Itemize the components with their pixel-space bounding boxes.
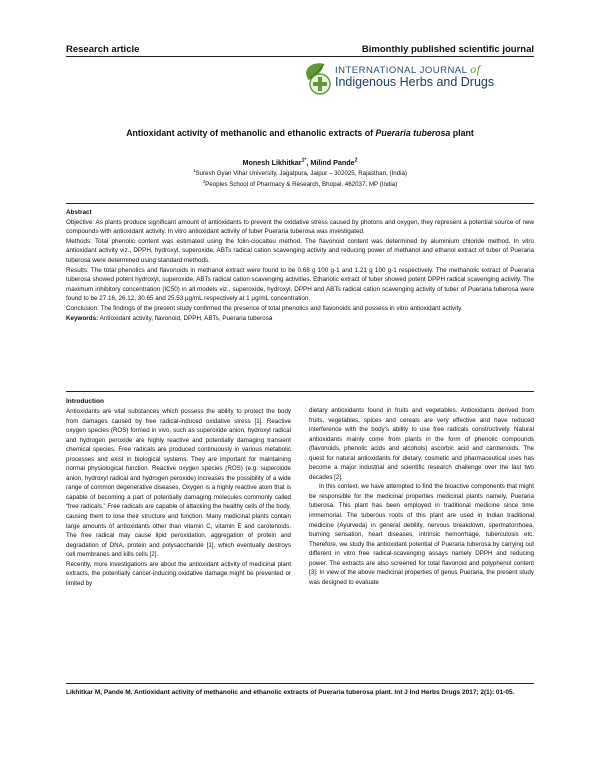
abstract-results: Results: The total phenolics and flavonoids in methanol extract were found to be 0.68 g 100 g-1 and 1.21 g 100 g-1 respectively. The methanolic extract of Pueraria tuberosa showed potent hydroxyl, superoxide, ABTs radical cation scavenging activities. Ethanolic extract of tuber showed potent DPPH radical scavenging activity. The maximum inhibitory concentration (IC50) in all models viz., superoxide, hydroxyl, DPPH and ABTs radical cation scavenging activity of tuber of Pueraria tuberosa were found to be 27.16, 26.12, 30.65 and 25.53 µg/mL respectively at 1 µg/mL concentration.	[66, 266, 534, 303]
abstract-conclusion: Conclusion: The findings of the present study confirmed the presence of total phenolics and flavonoids and possess in vitro antioxidant activity.	[66, 304, 463, 312]
abstract-objective: Objective: As plants produce significant amount of antioxidants to prevent the oxidative stress caused by photons and oxygen, they represent a potential source of new compounds with antioxidant activity. In vitro antioxidant activity of tuber Pueraria tuberosa was investigated.	[66, 218, 534, 236]
leaf-cross-icon	[302, 60, 334, 98]
affiliation-2: $^2$Peoples School of Pharmacy & Research, Bhopal, 462037, MP (India)	[202, 178, 398, 188]
intro-paragraph-3: dietary antioxidants found in fruits and vegetables. Antioxidants derived from fruits, vegetables, spices and cereals are very effective and have reduced interference with the body's ability to use free radicals constructively. Natural antioxidants mainly come from plants in the form of phenolic compounds (flavonoids, phenolic acids and alcohols) ascorbic acid and carotenoids. The quest for natural antioxidants for dietary, cosmetic and pharmaceutical uses has become a major industrial and scientific research challenge over the last two decades [2].	[309, 407, 534, 481]
body-right-column	[309, 406, 534, 587]
logo-line-1: INTERNATIONAL JOURNAL of	[335, 62, 481, 76]
abstract-bottom-rule	[66, 391, 534, 392]
footer-rule	[66, 683, 534, 684]
journal-frequency: Bimonthly published scientific journal	[361, 44, 534, 55]
abstract	[66, 208, 534, 323]
affiliation-1: $^1$Suresh Gyan Vihar University, Jagatpura, Jaipur – 302025, Rajasthan, (India)	[192, 167, 408, 177]
authors: Monesh Likhitkar$^{1*}$, Milind Pande$^2$	[242, 157, 358, 167]
journal-logo[interactable]	[302, 60, 534, 100]
introduction-heading: Introduction	[66, 398, 104, 405]
abstract-heading: Abstract	[66, 209, 92, 216]
intro-paragraph-2: Recently, more investigations are about the antioxidant activity of medicinal plant extracts, the potentially cancer-inducing oxidative damage might be prevented or limited by	[66, 560, 291, 587]
intro-paragraph-4: In this context, we have attempted to find the bioactive components that might be responsible for the medicinal properties medicinal plants namely, Pueraria tuberosa. This plant has been employed in traditional medicine since time immemorial. The tuberous roots of this plant are used in Indian traditional medicine (Ayurveda) in general debility, nervous breakdown, spermatorrhoea, burning sensation, heart diseases, intrinsic hemorrhage, tuberculosis etc. Therefore, we study the antioxidant potential of Pueraria tuberosa by carrying out different in vitro free radical-scavenging assays namely DPPH and reducing power. The extracts are also screened for total flavonoid and polyphenol content [3]. In view of the above medicinal properties of genus Pueraria, the present study was designed to evaluate	[309, 483, 534, 586]
body-left-column	[66, 407, 291, 588]
header-rule	[66, 56, 534, 57]
article-type: Research article	[66, 44, 140, 55]
intro-paragraph-1: Antioxidants are vital substances which possess the ability to protect the body from damages caused by free radical-induced oxidative stress [1]. Reactive oxygen species (ROS) formed in vivo, such as superoxide anion, hydroxyl radical and hydrogen peroxide are highly reactive and potentially damaging transient chemical species. Free radicals are produced continuously in various metabolic processes and exist in biological systems. They are important for maintaining normal physiological function. Reactive oxygen species (ROS) (e.g. superoxide anion, hydroxyl radical and hydrogen peroxide) increases the possibility of a wide range of common degenerative diseases. Oxygen is a highly reactive atom that is capable of becoming a part of potentially damaging molecules commonly called “free radicals.” Free radicals are capable of attacking the healthy cells of the body, causing them to lose their structure and function. Many medicinal plants contain large amounts of antioxidants other than vitamin C, vitamin E and carotenoids. The free radical may cause lipid peroxidation, aggregation of protein and degradation of DNA, protein and polysaccharide [1], which eventually destroys cell membranes and kills cells [2].	[66, 408, 291, 559]
abstract-top-rule	[66, 203, 534, 204]
abstract-methods: Methods: Total phenolic content was estimated using the folin-ciocalteu method. The flavonoid content was determined by aluminium chloride method. In vitro antioxidant activity viz., DPPH, hydroxyl, superoxide, ABTs radical cation scavenging activity and reducing power of methanol and ethanol extract of tuber of Pueraria tuberosa were determined using standard methods.	[66, 237, 534, 264]
citation: Likhitkar M, Pande M. Antioxidant activity of methanolic and ethanolic extracts of Pueraria tuberosa plant. Int J Ind Herbs Drugs 2017; 2(1): 01-05.	[66, 689, 515, 696]
logo-line-2: Indigenous Herbs and Drugs	[335, 75, 495, 89]
keywords: Keywords: Antioxidant activity, flavonoid, DPPH, ABTs, Pueraria tuberosa	[66, 314, 273, 322]
article-title: Antioxidant activity of methanolic and ethanolic extracts of Pueraria tuberosa plant	[126, 128, 474, 138]
